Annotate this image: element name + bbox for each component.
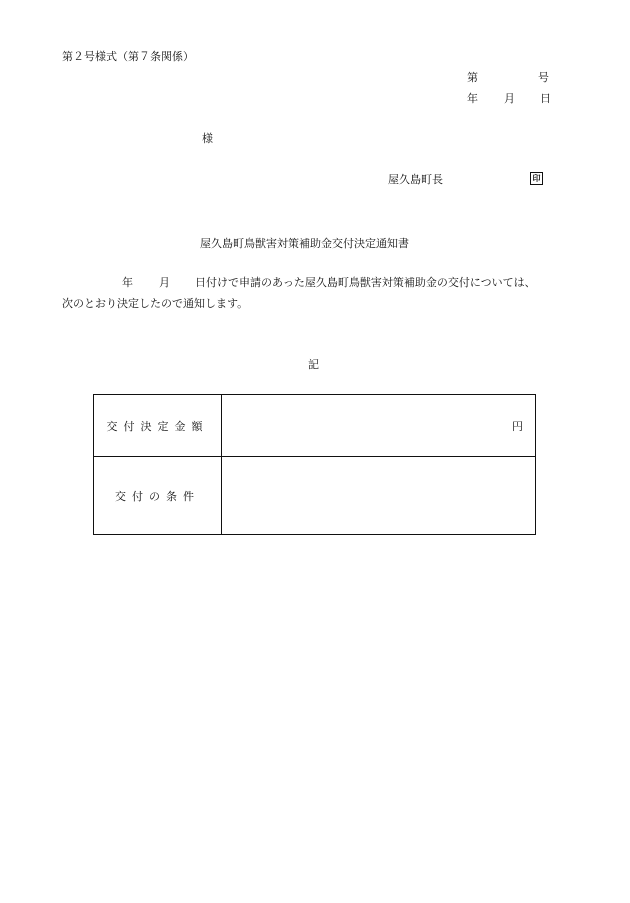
body-line-2: 次のとおり決定したので通知します。 bbox=[62, 297, 249, 310]
date-day: 日 bbox=[540, 92, 551, 105]
document-number-prefix: 第 bbox=[467, 71, 478, 84]
document-number-suffix: 号 bbox=[538, 71, 549, 84]
date-month: 月 bbox=[504, 92, 515, 105]
conditions-label: 交付の条件 bbox=[94, 457, 222, 535]
sender-title: 屋久島町長 bbox=[388, 173, 443, 186]
body-year: 年 bbox=[122, 276, 133, 289]
table-row bbox=[94, 457, 536, 535]
decision-table bbox=[93, 394, 536, 535]
ki-heading: 記 bbox=[308, 358, 319, 371]
amount-label: 交付決定金額 bbox=[94, 395, 222, 457]
body-line-1 bbox=[62, 277, 556, 289]
seal-mark: 印 bbox=[530, 172, 543, 185]
body-month: 月 bbox=[159, 276, 170, 289]
amount-value: 円 bbox=[222, 395, 536, 457]
form-number: 第２号様式（第７条関係） bbox=[62, 50, 194, 63]
document-date bbox=[467, 93, 549, 105]
table-row bbox=[94, 395, 536, 457]
body-text: 日付けで申請のあった屋久島町鳥獣害対策補助金の交付については、 bbox=[195, 276, 536, 289]
addressee-honorific: 様 bbox=[202, 132, 213, 145]
date-year: 年 bbox=[467, 92, 478, 105]
conditions-value bbox=[222, 457, 536, 535]
document-title: 屋久島町鳥獣害対策補助金交付決定通知書 bbox=[200, 237, 409, 250]
